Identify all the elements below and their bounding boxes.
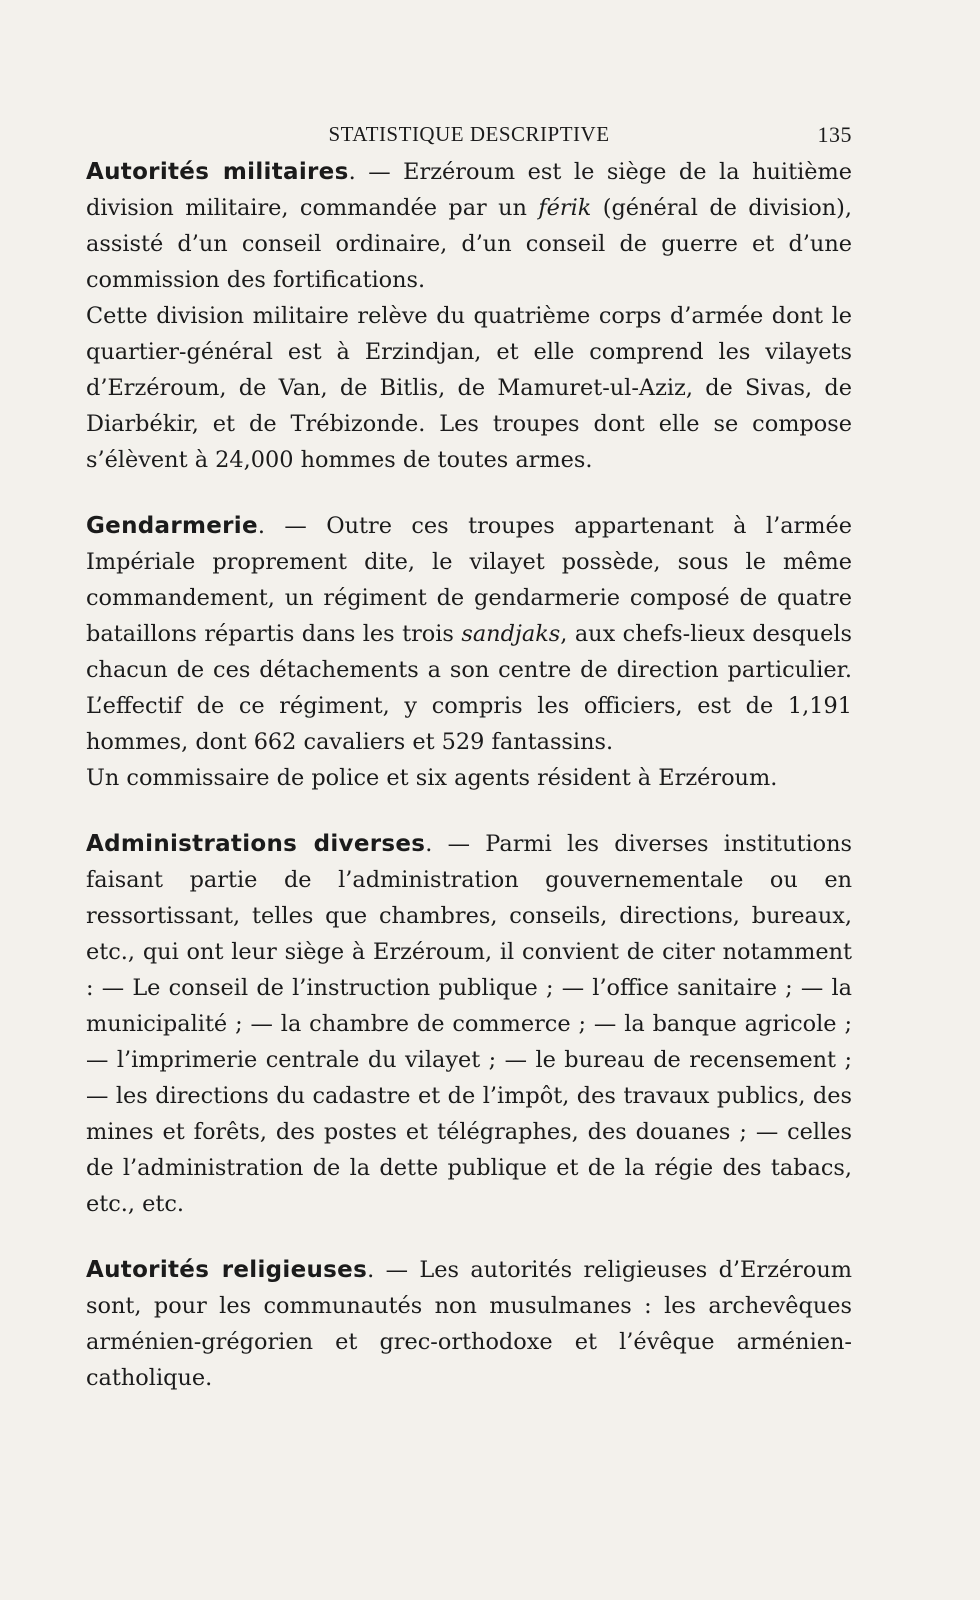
paragraph-text: — Outre ces troupes appartenant à l’armée Impériale proprement dite, le vilayet possède, sous le même commandement, un régiment de gendarmerie composé de quatre bataillons répartis dans les trois: [86, 513, 852, 647]
paragraph: [86, 508, 852, 760]
section-gendarmerie: [86, 508, 852, 796]
paragraph: [86, 154, 852, 298]
paragraph-text: (général de division), assisté d’un conseil ordinaire, d’un conseil de guerre et d’une commission des fortifications.: [86, 195, 852, 293]
paragraph: [86, 826, 852, 1222]
paragraph-text: Un commissaire de police et six agents résident à Erzéroum.: [86, 765, 778, 791]
paragraph-text: , aux chefs-lieux desquels chacun de ces détachements a son centre de direction particulier. L’effectif de ce régiment, y compris les officiers, est de 1,191 hommes, dont 662 cavaliers et 529 fantassins.: [86, 621, 852, 755]
paragraph-text: — Erzéroum est le siège de la huitième division militaire, commandée par un: [86, 159, 852, 221]
italic-term: férik: [538, 195, 592, 221]
section-autorites-militaires: [86, 154, 852, 478]
section-autorites-religieuses: [86, 1252, 852, 1396]
paragraph: [86, 760, 852, 796]
italic-term: sandjaks: [461, 621, 561, 647]
section-administrations-diverses: [86, 826, 852, 1222]
page-number: 135: [817, 122, 852, 147]
book-page: [86, 118, 852, 1396]
section-heading: Administrations diverses: [86, 831, 426, 857]
heading-punctuation: .: [367, 1257, 386, 1283]
heading-punctuation: .: [348, 159, 369, 185]
section-heading: Gendarmerie: [86, 513, 258, 539]
paragraph: [86, 1252, 852, 1396]
paragraph-text: — Les autorités religieuses d’Erzéroum sont, pour les communautés non musulmanes : les archevêques arménien-grégorien et grec-orthodoxe et l’évêque arménien-catholique.: [86, 1257, 852, 1391]
heading-punctuation: .: [257, 513, 285, 539]
paragraph: [86, 298, 852, 478]
paragraph-text: Cette division militaire relève du quatrième corps d’armée dont le quartier-général est à Erzindjan, et elle comprend les vilayets d’Erzéroum, de Van, de Bitlis, de Mamuret-ul-Aziz, de Sivas, de Diarbékir, et de Trébizonde. Les troupes dont elle se compose s’élèvent à 24,000 hommes de toutes armes.: [86, 303, 852, 473]
running-head: [86, 118, 852, 154]
section-heading: Autorités militaires: [86, 159, 349, 185]
heading-punctuation: .: [425, 831, 448, 857]
section-heading: Autorités religieuses: [86, 1257, 368, 1283]
running-title: STATISTIQUE DESCRIPTIVE: [328, 122, 610, 146]
paragraph-text: — Parmi les diverses institutions faisant partie de l’administration gouvernementale ou en ressortissant, telles que chambres, conseils, directions, bureaux, etc., qui ont leur siège à Erzéroum, il convient de citer notamment : — Le conseil de l’instruction publique ; — l’office sanitaire ; — la municipalité ; — la chambre de commerce ; — la banque agricole ; — l’imprimerie centrale du vilayet ; — le bureau de recensement ; — les directions du cadastre et de l’impôt, des travaux publics, des mines et forêts, des postes et télégraphes, des douanes ; — celles de l’administration de la dette publique et de la régie des tabacs, etc., etc.: [86, 831, 852, 1217]
